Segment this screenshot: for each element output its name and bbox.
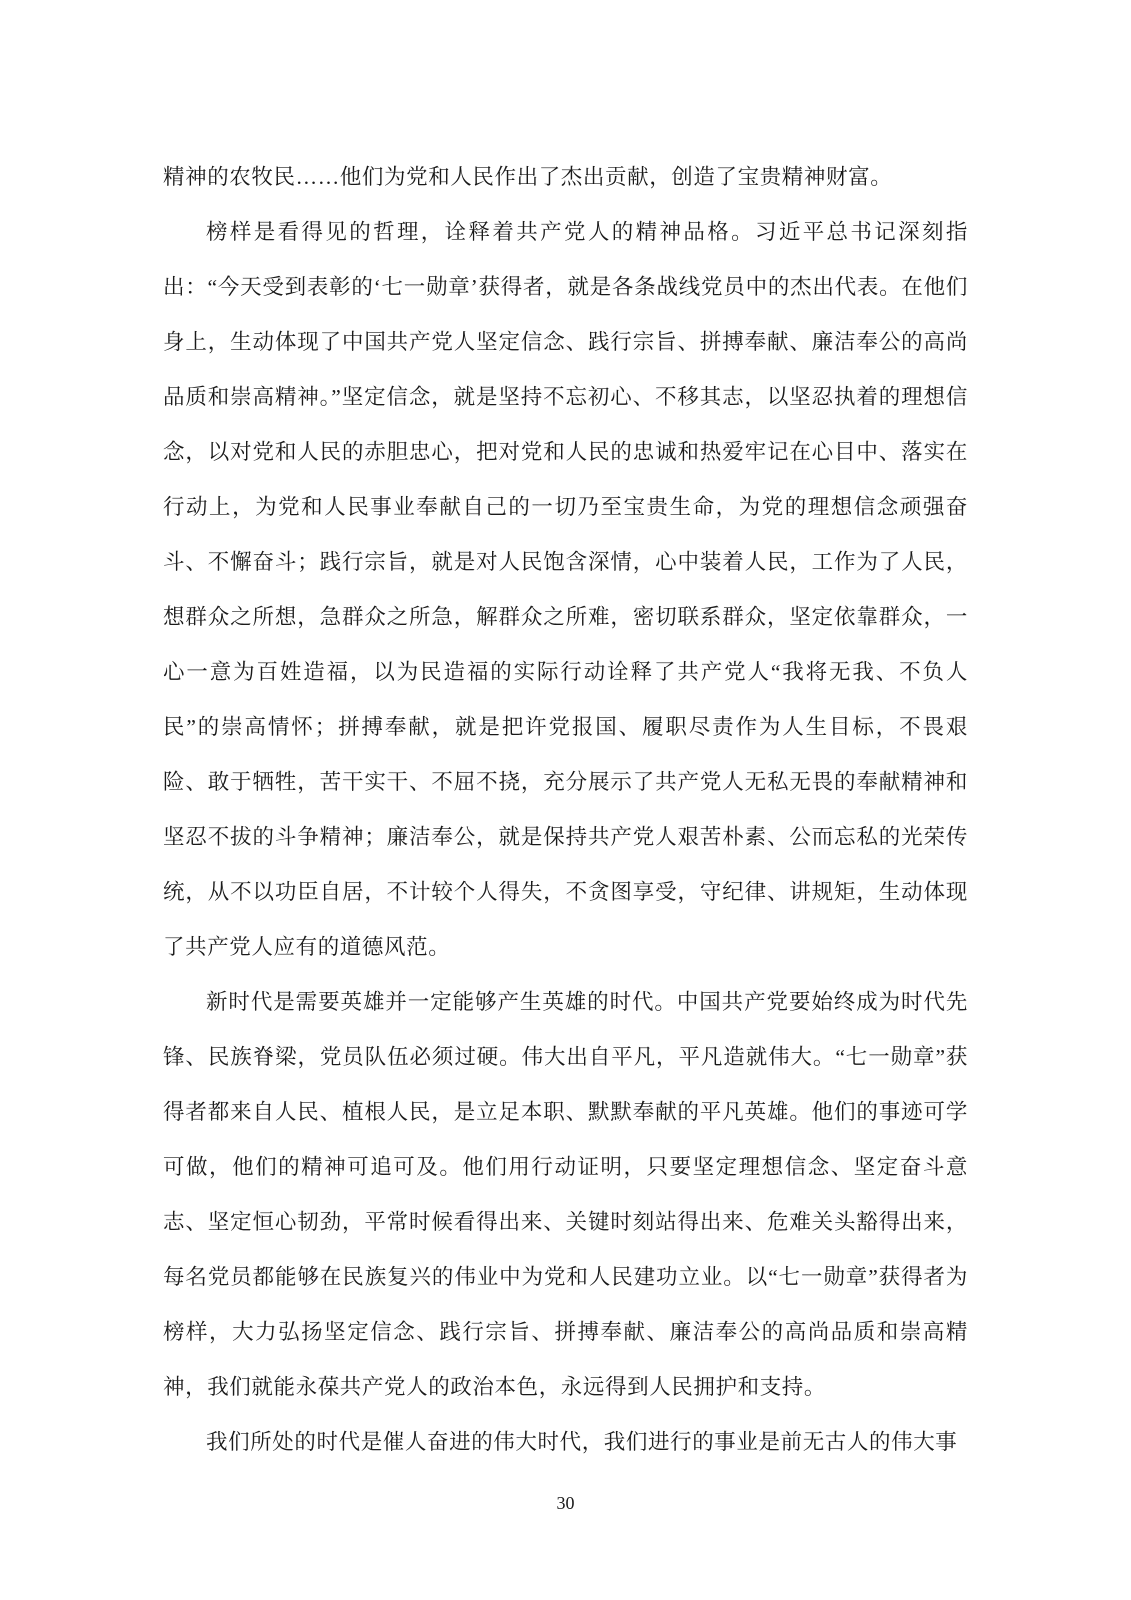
paragraph-new-era: 新时代是需要英雄并一定能够产生英雄的时代。中国共产党要始终成为时代先锋、民族脊梁，党员队伍必须过硬。伟大出自平凡，平凡造就伟大。“七一勋章”获得者都来自人民、植根人民，是立足本职、默默奉献的平凡英雄。他们的事迹可学可做，他们的精神可追可及。他们用行动证明，只要坚定理想信念、坚定奋斗意志、坚定恒心韧劲，平常时候看得出来、关键时刻站得出来、危难关头豁得出来，每名党员都能够在民族复兴的伟业中为党和人民建功立业。以“七一勋章”获得者为榜样，大力弘扬坚定信念、践行宗旨、拼搏奉献、廉洁奉公的高尚品质和崇高精神，我们就能永葆共产党人的政治本色，永远得到人民拥护和支持。 [163, 990, 968, 1399]
page-body [163, 150, 968, 1470]
paragraph-our-times: 我们所处的时代是催人奋进的伟大时代，我们进行的事业是前无古人的伟大事 [206, 1430, 958, 1454]
paragraph-role-model: 榜样是看得见的哲理，诠释着共产党人的精神品格。习近平总书记深刻指出：“今天受到表彰的‘七一勋章’获得者，就是各条战线党员中的杰出代表。在他们身上，生动体现了中国共产党人坚定信念、践行宗旨、拼搏奉献、廉洁奉公的高尚品质和崇高精神。”坚定信念，就是坚持不忘初心、不移其志，以坚忍执着的理想信念，以对党和人民的赤胆忠心，把对党和人民的忠诚和热爱牢记在心目中、落实在行动上，为党和人民事业奉献自己的一切乃至宝贵生命，为党的理想信念顽强奋斗、不懈奋斗；践行宗旨，就是对人民饱含深情，心中装着人民，工作为了人民，想群众之所想，急群众之所急，解群众之所难，密切联系群众，坚定依靠群众，一心一意为百姓造福，以为民造福的实际行动诠释了共产党人“我将无我、不负人民”的崇高情怀；拼搏奉献，就是把许党报国、履职尽责作为人生目标，不畏艰险、敢于牺牲，苦干实干、不屈不挠，充分展示了共产党人无私无畏的奉献精神和坚忍不拔的斗争精神；廉洁奉公，就是保持共产党人艰苦朴素、公而忘私的光荣传统，从不以功臣自居，不计较个人得失，不贪图享受，守纪律、讲规矩，生动体现了共产党人应有的道德风范。 [163, 220, 968, 959]
paragraph-continuation: 精神的农牧民……他们为党和人民作出了杰出贡献，创造了宝贵精神财富。 [163, 165, 893, 189]
page-number: 30 [556, 1493, 575, 1513]
